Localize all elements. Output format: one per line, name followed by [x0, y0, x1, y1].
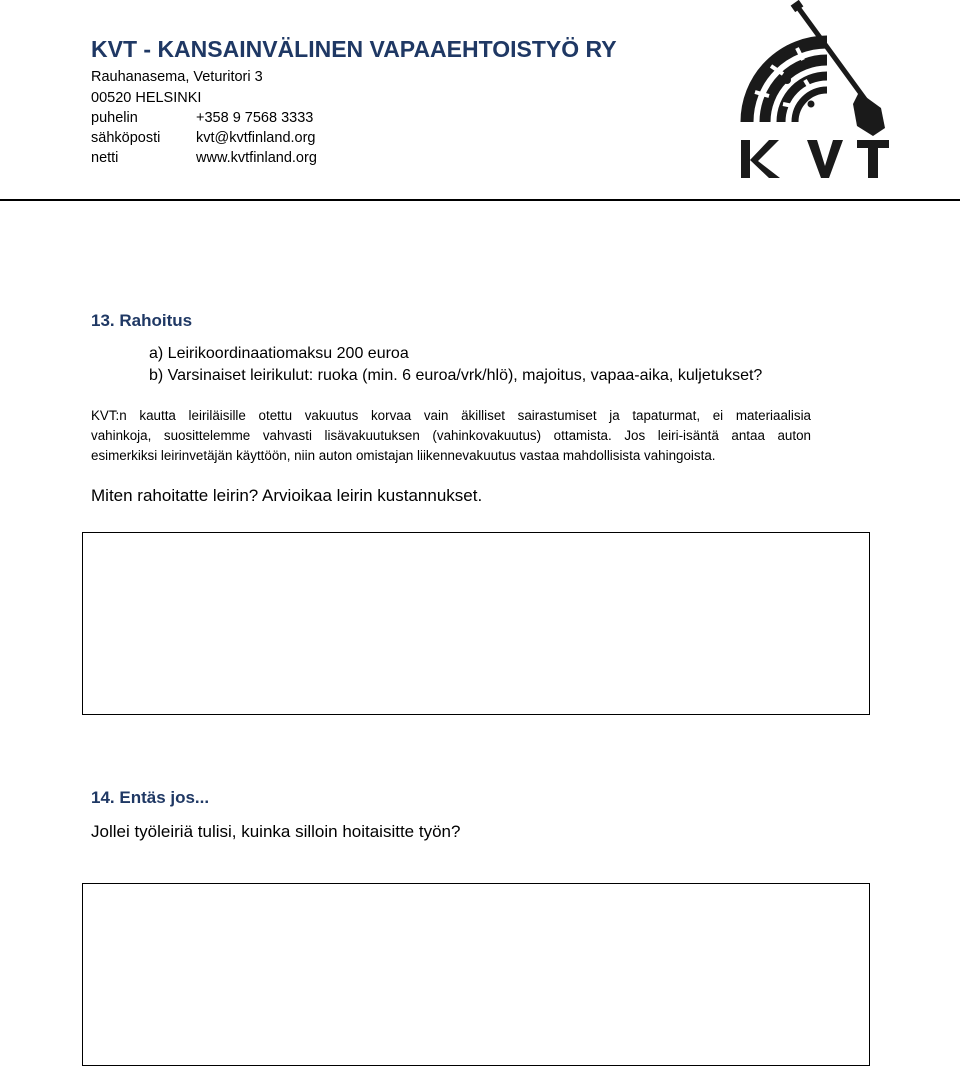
contact-label-email: sähköposti: [91, 130, 161, 146]
header-divider: [0, 199, 960, 201]
insurance-paragraph: [91, 406, 811, 466]
paragraph-line-1: KVT:n kautta leiriläisille otettu vakuutus korvaa vain äkilliset sairastumiset ja tapaturmat, ei materiaalisia: [91, 408, 811, 423]
list-item-a: a) Leirikoordinaatiomaksu 200 euroa: [149, 345, 409, 362]
section-13-question: Miten rahoitatte leirin? Arvioikaa leirin kustannukset.: [91, 486, 483, 505]
section-14-answer-box[interactable]: [82, 883, 870, 1066]
paragraph-line-3: esimerkiksi leirinvetäjän käyttöön, niin auton omistajan liikennevakuutus vastaa mahdollisista vahingoista.: [91, 448, 716, 463]
paragraph-line-2: vahinkoja, suosittelemme vahvasti lisävakuutuksen (vahinkovakuutus) ottamista. Jos leiri-isäntä antaa auton: [91, 428, 811, 443]
contact-value-web: www.kvtfinland.org: [196, 150, 317, 166]
organization-name: KVT - KANSAINVÄLINEN VAPAAEHTOISTYÖ RY: [91, 36, 617, 62]
contact-label-phone: puhelin: [91, 110, 138, 126]
kvt-logo: [735, 0, 895, 184]
contact-label-web: netti: [91, 150, 119, 166]
address-line-1: Rauhanasema, Veturitori 3: [91, 69, 263, 85]
section-14-question: Jollei työleiriä tulisi, kuinka silloin hoitaisitte työn?: [91, 822, 461, 841]
contact-value-phone: +358 9 7568 3333: [196, 110, 314, 126]
section-14-heading: 14. Entäs jos...: [91, 788, 210, 807]
contact-value-email: kvt@kvtfinland.org: [196, 130, 316, 146]
list-item-b: b) Varsinaiset leirikulut: ruoka (min. 6 euroa/vrk/hlö), majoitus, vapaa-aika, kuljetukset?: [149, 367, 763, 384]
address-line-2: 00520 HELSINKI: [91, 90, 202, 106]
section-13-answer-box[interactable]: [82, 532, 870, 715]
section-13-heading: 13. Rahoitus: [91, 311, 193, 330]
kvt-logo-arc-shovel-icon: [747, 0, 885, 136]
kvt-logo-letters: [741, 140, 889, 178]
